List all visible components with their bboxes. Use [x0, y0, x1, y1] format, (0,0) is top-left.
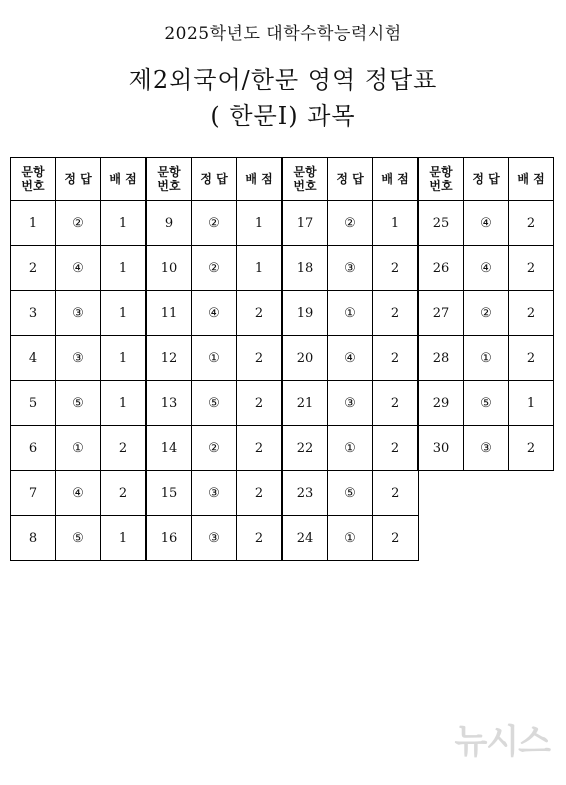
question-number: 28 — [418, 336, 464, 381]
question-number: 23 — [282, 471, 328, 516]
score-value: 2 — [373, 426, 419, 471]
answer-value: ③ — [56, 291, 101, 336]
question-number: 20 — [282, 336, 328, 381]
question-number: 10 — [146, 246, 192, 291]
answer-value: ③ — [464, 426, 509, 471]
empty-cell — [418, 471, 464, 516]
score-value: 2 — [237, 336, 283, 381]
subject-title: ( 한문Ⅰ) 과목 — [210, 102, 356, 130]
question-number: 22 — [282, 426, 328, 471]
question-number: 13 — [146, 381, 192, 426]
score-value: 2 — [373, 471, 419, 516]
answer-sheet-title: 제2외국어/한문 영역 정답표 — [128, 66, 438, 94]
answer-value: ③ — [56, 336, 101, 381]
score-value: 2 — [237, 381, 283, 426]
empty-cell — [464, 471, 509, 516]
answer-value: ④ — [328, 336, 373, 381]
col-header-number: 문항 번호 — [418, 158, 464, 201]
question-number: 19 — [282, 291, 328, 336]
answer-value: ③ — [192, 471, 237, 516]
score-value: 1 — [101, 336, 147, 381]
table-row — [11, 471, 554, 516]
question-number: 25 — [418, 201, 464, 246]
question-number: 12 — [146, 336, 192, 381]
answer-value: ② — [56, 201, 101, 246]
answer-value: ④ — [56, 246, 101, 291]
question-number: 16 — [146, 516, 192, 561]
answer-value: ⑤ — [56, 516, 101, 561]
score-value: 1 — [101, 381, 147, 426]
col-header-score: 배 점 — [237, 158, 283, 201]
answer-value: ⑤ — [464, 381, 509, 426]
score-value: 2 — [237, 471, 283, 516]
answer-value: ③ — [192, 516, 237, 561]
col-header-score: 배 점 — [373, 158, 419, 201]
score-value: 1 — [237, 201, 283, 246]
col-header-answer: 정 답 — [464, 158, 509, 201]
score-value: 1 — [101, 516, 147, 561]
table-row — [11, 336, 554, 381]
question-number: 4 — [11, 336, 56, 381]
score-value: 2 — [237, 426, 283, 471]
score-value: 2 — [237, 516, 283, 561]
score-value: 2 — [509, 426, 554, 471]
col-header-number: 문항 번호 — [146, 158, 192, 201]
score-value: 2 — [101, 471, 147, 516]
empty-cell — [509, 516, 554, 561]
answer-value: ⑤ — [56, 381, 101, 426]
score-value: 2 — [373, 381, 419, 426]
score-value: 2 — [509, 336, 554, 381]
answer-table — [10, 157, 554, 561]
question-number: 15 — [146, 471, 192, 516]
table-row — [11, 246, 554, 291]
score-value: 1 — [101, 201, 147, 246]
answer-value: ① — [464, 336, 509, 381]
exam-title: 2025학년도 대학수학능력시험 — [164, 24, 402, 44]
answer-value: ② — [328, 201, 373, 246]
col-header-score: 배 점 — [509, 158, 554, 201]
table-row — [11, 201, 554, 246]
watermark-logo: 뉴시스 — [454, 722, 550, 762]
question-number: 21 — [282, 381, 328, 426]
answer-value: ② — [464, 291, 509, 336]
empty-cell — [509, 471, 554, 516]
score-value: 2 — [373, 516, 419, 561]
question-number: 29 — [418, 381, 464, 426]
table-header-row — [11, 158, 554, 201]
question-number: 7 — [11, 471, 56, 516]
answer-value: ④ — [464, 246, 509, 291]
answer-value: ④ — [192, 291, 237, 336]
table-row — [11, 381, 554, 426]
question-number: 9 — [146, 201, 192, 246]
score-value: 2 — [373, 246, 419, 291]
answer-value: ④ — [464, 201, 509, 246]
question-number: 2 — [11, 246, 56, 291]
col-header-score: 배 점 — [101, 158, 147, 201]
table-row — [11, 291, 554, 336]
empty-cell — [464, 516, 509, 561]
table-row — [11, 516, 554, 561]
score-value: 1 — [101, 246, 147, 291]
score-value: 2 — [509, 246, 554, 291]
question-number: 18 — [282, 246, 328, 291]
col-header-answer: 정 답 — [192, 158, 237, 201]
answer-value: ③ — [328, 246, 373, 291]
answer-value: ① — [192, 336, 237, 381]
score-value: 2 — [509, 291, 554, 336]
question-number: 24 — [282, 516, 328, 561]
score-value: 2 — [101, 426, 147, 471]
answer-value: ② — [192, 201, 237, 246]
score-value: 2 — [373, 291, 419, 336]
answer-value: ⑤ — [192, 381, 237, 426]
question-number: 1 — [11, 201, 56, 246]
answer-value: ① — [328, 291, 373, 336]
question-number: 11 — [146, 291, 192, 336]
empty-cell — [418, 516, 464, 561]
score-value: 2 — [509, 201, 554, 246]
question-number: 26 — [418, 246, 464, 291]
score-value: 2 — [373, 336, 419, 381]
score-value: 1 — [373, 201, 419, 246]
question-number: 27 — [418, 291, 464, 336]
question-number: 6 — [11, 426, 56, 471]
question-number: 30 — [418, 426, 464, 471]
score-value: 1 — [237, 246, 283, 291]
answer-value: ② — [192, 246, 237, 291]
answer-value: ① — [328, 426, 373, 471]
score-value: 2 — [237, 291, 283, 336]
answer-value: ⑤ — [328, 471, 373, 516]
answer-value: ① — [328, 516, 373, 561]
question-number: 8 — [11, 516, 56, 561]
question-number: 17 — [282, 201, 328, 246]
question-number: 14 — [146, 426, 192, 471]
answer-value: ④ — [56, 471, 101, 516]
table-row — [11, 426, 554, 471]
answer-value: ③ — [328, 381, 373, 426]
col-header-number: 문항 번호 — [11, 158, 56, 201]
col-header-number: 문항 번호 — [282, 158, 328, 201]
question-number: 3 — [11, 291, 56, 336]
col-header-answer: 정 답 — [56, 158, 101, 201]
answer-value: ② — [192, 426, 237, 471]
answer-table-container — [10, 157, 554, 561]
answer-value: ① — [56, 426, 101, 471]
col-header-answer: 정 답 — [328, 158, 373, 201]
score-value: 1 — [101, 291, 147, 336]
score-value: 1 — [509, 381, 554, 426]
question-number: 5 — [11, 381, 56, 426]
